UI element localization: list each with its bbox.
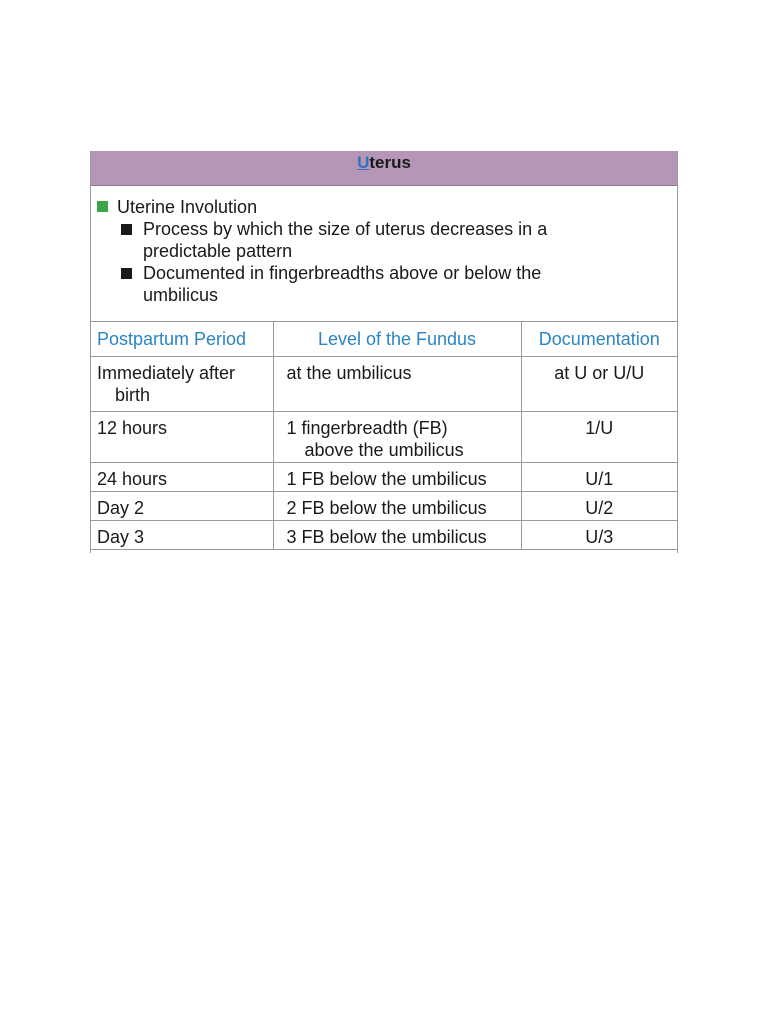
card-header bbox=[91, 151, 677, 186]
documentation-cell: U/2 bbox=[521, 492, 677, 521]
table-row bbox=[91, 412, 677, 463]
column-header-period: Postpartum Period bbox=[91, 322, 273, 357]
header-title-rest: terus bbox=[369, 153, 411, 172]
documentation-cell: 1/U bbox=[521, 412, 677, 463]
period-cell: Day 2 bbox=[91, 492, 273, 521]
main-bullet bbox=[97, 196, 257, 218]
table-row bbox=[91, 492, 677, 521]
documentation-cell: at U or U/U bbox=[521, 357, 677, 412]
black-square-bullet-icon bbox=[121, 224, 132, 235]
fundus-table bbox=[91, 322, 677, 550]
fundus-text: 1 fingerbreadth (FB) bbox=[286, 418, 448, 438]
uterus-card bbox=[90, 151, 678, 553]
period-cell: 12 hours bbox=[91, 412, 273, 463]
green-square-bullet-icon bbox=[97, 201, 108, 212]
table-row bbox=[91, 463, 677, 492]
sub-bullet-2 bbox=[121, 262, 678, 306]
fundus-cell bbox=[273, 357, 521, 412]
main-bullet-text: Uterine Involution bbox=[117, 197, 258, 217]
documentation-cell: U/1 bbox=[521, 463, 677, 492]
column-header-documentation: Documentation bbox=[521, 322, 677, 357]
period-text: Immediately after bbox=[97, 363, 236, 383]
fundus-text: at the umbilicus bbox=[286, 363, 412, 383]
table-row bbox=[91, 521, 677, 550]
sub-bullet-2-line1: Documented in fingerbreadths above or below the bbox=[143, 263, 542, 283]
sub-bullet-1-line1: Process by which the size of uterus decreases in a bbox=[143, 219, 548, 239]
intro-section bbox=[91, 186, 677, 322]
period-text-cont: birth bbox=[115, 385, 151, 405]
period-cell: 24 hours bbox=[91, 463, 273, 492]
fundus-cell: 1 FB below the umbilicus bbox=[273, 463, 521, 492]
fundus-cell: 2 FB below the umbilicus bbox=[273, 492, 521, 521]
black-square-bullet-icon bbox=[121, 268, 132, 279]
period-cell bbox=[91, 357, 273, 412]
sub-bullet-1 bbox=[121, 218, 678, 262]
sub-bullet-2-line2: umbilicus bbox=[143, 285, 219, 305]
period-cell: Day 3 bbox=[91, 521, 273, 550]
table-row bbox=[91, 357, 677, 412]
fundus-text-cont: above the umbilicus bbox=[304, 440, 464, 460]
column-header-fundus: Level of the Fundus bbox=[273, 322, 521, 357]
fundus-cell bbox=[273, 412, 521, 463]
sub-bullet-1-line2: predictable pattern bbox=[143, 241, 293, 261]
table-header-row bbox=[91, 322, 677, 357]
documentation-cell: U/3 bbox=[521, 521, 677, 550]
header-title-initial: U bbox=[357, 153, 370, 172]
fundus-cell: 3 FB below the umbilicus bbox=[273, 521, 521, 550]
